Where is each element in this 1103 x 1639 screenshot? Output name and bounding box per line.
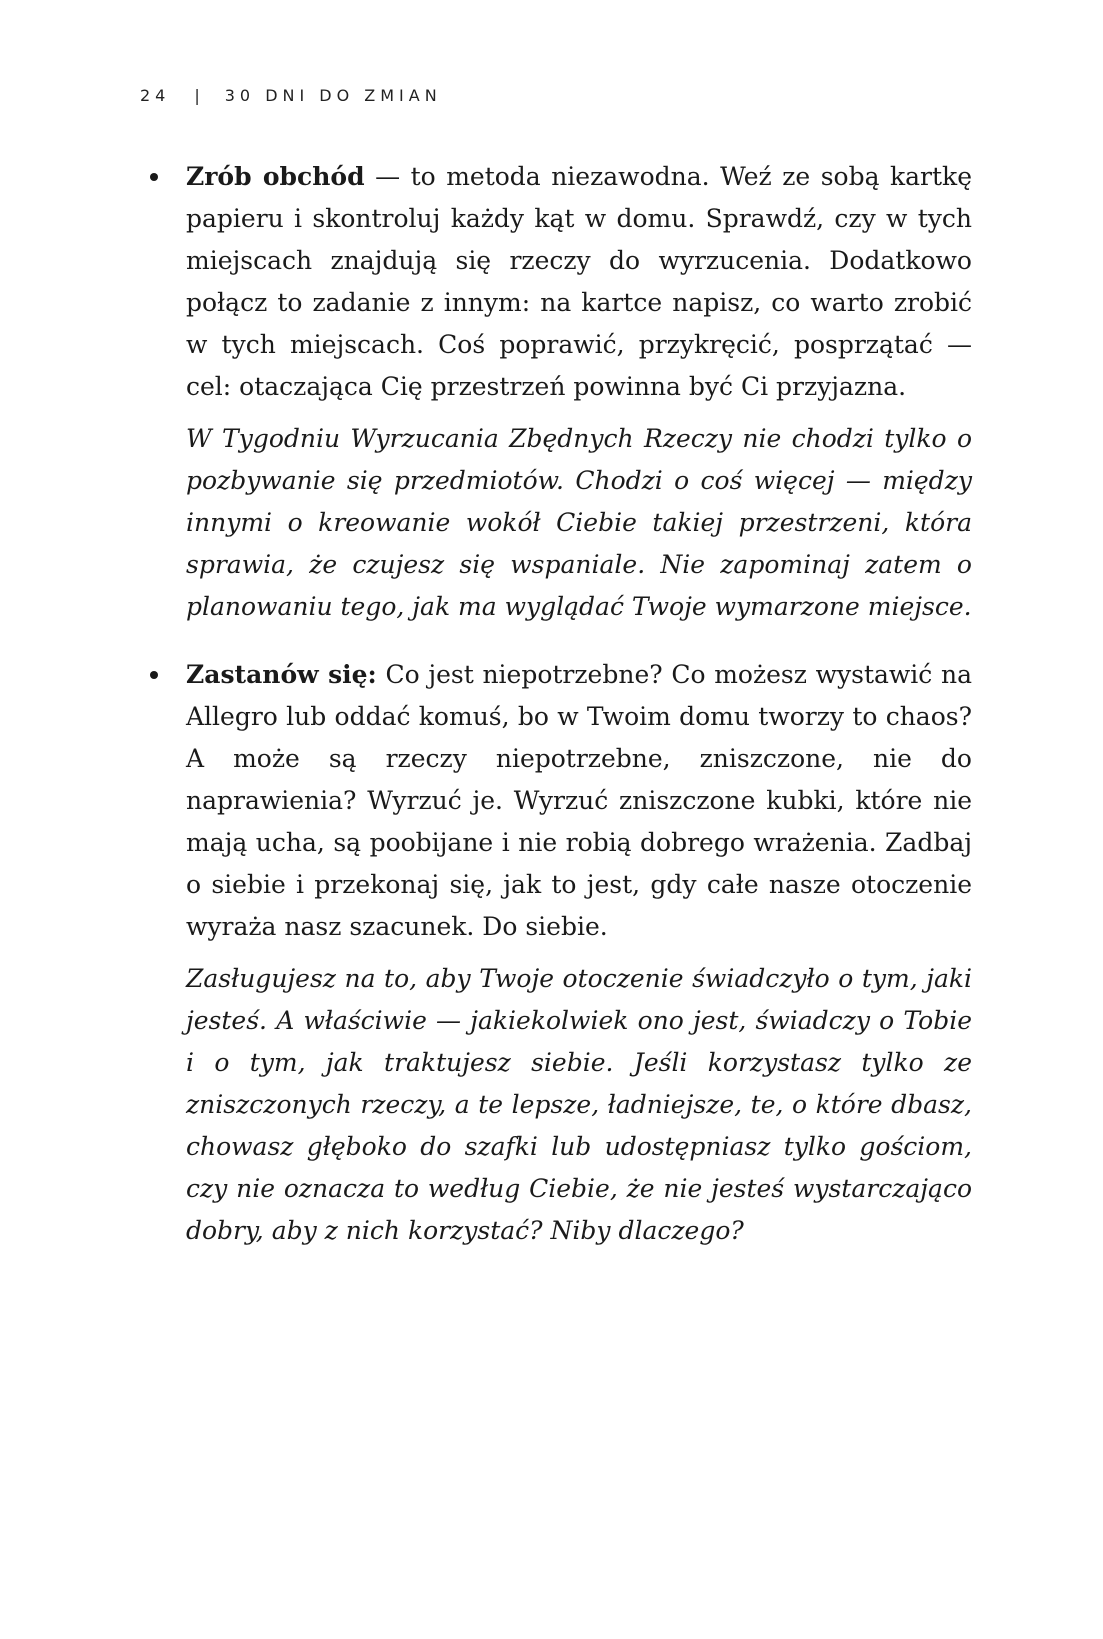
book-title: 30 DNI DO ZMIAN (224, 86, 442, 105)
bullet-dot-icon (150, 173, 158, 181)
page-body (140, 156, 972, 1252)
bullet-item-walkthrough (140, 156, 972, 408)
bullet-lead: Zrób obchód (186, 162, 365, 191)
bullet-lead: Zastanów się: (186, 660, 377, 689)
header-separator: | (194, 86, 205, 105)
bullet-text: — to metoda niezawodna. Weź ze sobą kartkę papieru i skontroluj każdy kąt w domu. Sprawdź, czy w tych miejscach znajdują się rzeczy do wyrzucenia. Dodatkowo połącz to zadanie z innym: na kartce napisz, co warto zrobić w tych miejscach. Coś poprawić, przykręcić, posprzątać — cel: otaczająca Cię przestrzeń powinna być Ci przyjazna. (186, 162, 972, 401)
italic-paragraph: W Tygodniu Wyrzucania Zbędnych Rzeczy nie chodzi tylko o pozbywanie się przedmiotów. Chodzi o coś więcej — między innymi o kreowanie wokół Ciebie takiej przestrzeni, która sprawia, że czujesz się wspaniale. Nie zapominaj zatem o planowaniu tego, jak ma wyglądać Twoje wymarzone miejsce. (186, 424, 972, 621)
bullet-dot-icon (150, 671, 158, 679)
bullet-text: Co jest niepotrzebne? Co możesz wystawić na Allegro lub oddać komuś, bo w Twoim domu tworzy to chaos? A może są rzeczy niepotrzebne, zniszczone, nie do naprawienia? Wyrzuć je. Wyrzuć zniszczone kubki, które nie mają ucha, są poobijane i nie robią dobrego wrażenia. Zadbaj o siebie i przekonaj się, jak to jest, gdy całe nasze otoczenie wyraża nasz szacunek. Do siebie. (186, 660, 972, 941)
page-number: 24 (140, 86, 171, 105)
bullet-item-reflect (140, 654, 972, 948)
running-head (140, 86, 442, 105)
italic-paragraph: Zasługujesz na to, aby Twoje otoczenie świadczyło o tym, jaki jesteś. A właściwie — jakiekolwiek ono jest, świadczy o Tobie i o tym, jak traktujesz siebie. Jeśli korzystasz tylko ze zniszczonych rzeczy, a te lepsze, ładniejsze, te, o które dbasz, chowasz głęboko do szafki lub udostępniasz tylko gościom, czy nie oznacza to według Ciebie, że nie jesteś wystarczająco dobry, aby z nich korzystać? Niby dlaczego? (186, 964, 972, 1245)
